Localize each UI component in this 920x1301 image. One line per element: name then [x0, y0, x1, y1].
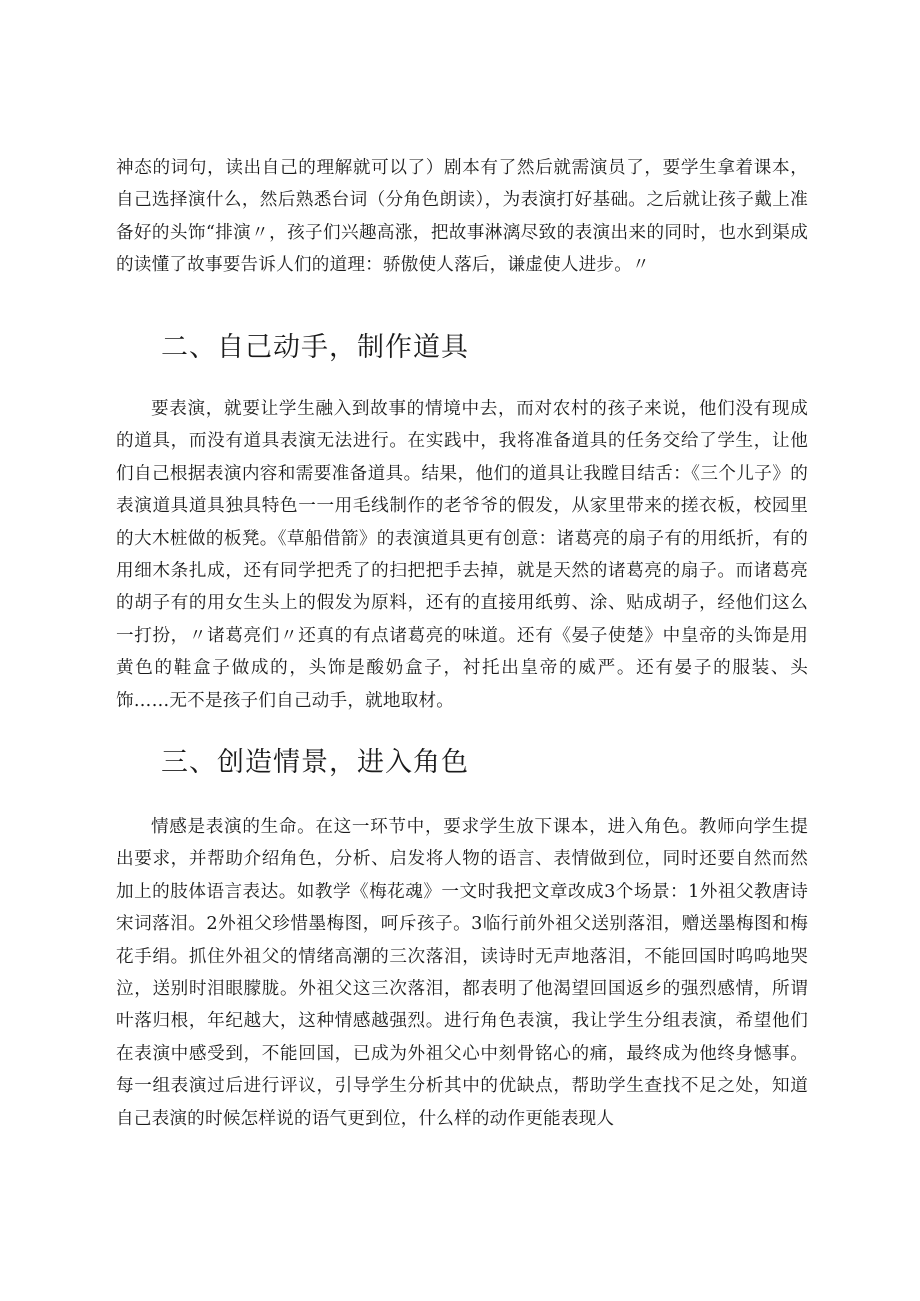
- paragraph-props: 要表演，就要让学生融入到故事的情境中去，而对农村的孩子来说，他们没有现成的道具，而没有道具表演无法进行。在实践中，我将准备道具的任务交给了学生，让他们自己根据表演内容和需要准备道具。结果，他们的道具让我瞠目结舌：《三个儿子》的表演道具道具独具特色一一用毛线制作的老爷爷的假发，从家里带来的搓衣板，校园里的大木桩做的板凳。《草船借箭》的表演道具更有创意：诸葛亮的扇子有的用纸折，有的用细木条扎成，还有同学把秃了的扫把把手去掉，就是天然的诸葛亮的扇子。而诸葛亮的胡子有的用女生头上的假发为原料，还有的直接用纸剪、涂、贴成胡子，经他们这么一打扮，〃诸葛亮们〃还真的有点诸葛亮的味道。还有《晏子使楚》中皇帝的头饰是用黄色的鞋盒子做成的，头饰是酸奶盒子，衬托出皇帝的威严。还有晏子的服装、头饰……无不是孩子们自己动手，就地取材。: [116, 399, 808, 711]
- paragraph-continuation: 神态的词句，读出自己的理解就可以了）剧本有了然后就需演员了，要学生拿着课本，自己选择演什么，然后熟悉台词（分角色朗读），为表演打好基础。之后就让孩子戴上准备好的头饰“排演〃，孩子们兴趣高涨，把故事淋漓尽致的表演出来的同时，也水到渠成的读懂了故事要告诉人们的道理：骄傲使人落后，谦虚使人进步。〃: [116, 158, 808, 276]
- section-heading-3: 三、创造情景，进入角色: [161, 747, 469, 778]
- section-heading-2: 二、自己动手，制作道具: [161, 332, 469, 363]
- paragraph-roles: 情感是表演的生命。在这一环节中，要求学生放下课本，进入角色。教师向学生提出要求，并帮助介绍角色，分析、启发将人物的语言、表情做到位，同时还要自然而然加上的肢体语言表达。如教学《梅花魂》一文时我把文章改成3个场景：1外祖父教唐诗宋词落泪。2外祖父珍惜墨梅图，呵斥孩子。3临行前外祖父送别落泪，赠送墨梅图和梅花手绢。抓住外祖父的情绪高潮的三次落泪，读诗时无声地落泪，不能回国时呜呜地哭泣，送别时泪眼朦胧。外祖父这三次落泪，都表明了他渴望回国返乡的强烈感情，所谓叶落归根，年纪越大，这种情感越强烈。进行角色表演，我让学生分组表演，希望他们在表演中感受到，不能回国，已成为外祖父心中刻骨铭心的痛，最终成为他终身憾事。每一组表演过后进行评议，引导学生分析其中的优缺点，帮助学生查找不足之处，知道自己表演的时候怎样说的语气更到位，什么样的动作更能表现人: [116, 817, 808, 1129]
